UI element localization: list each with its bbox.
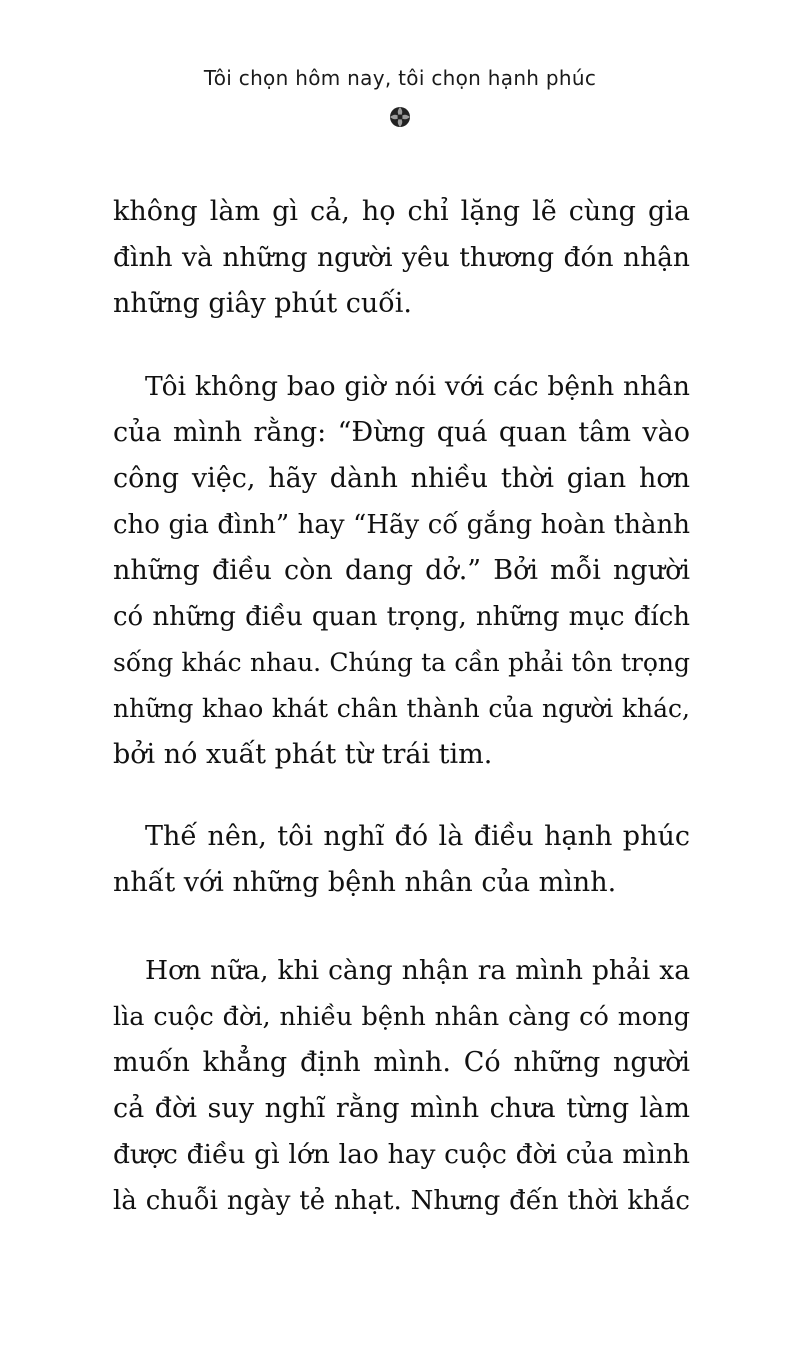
text-line: bởi nó xuất phát từ trái tim. xyxy=(113,739,493,770)
text-line: Tôi không bao giờ nói với các bệnh nhân xyxy=(145,371,690,402)
decorative-flower-icon xyxy=(387,104,413,130)
text-line: những giây phút cuối. xyxy=(113,288,413,319)
text-line: được điều gì lớn lao hay cuộc đời của mình xyxy=(113,1139,690,1170)
paragraph-1 xyxy=(113,189,690,327)
paragraph-2 xyxy=(113,364,690,778)
text-line: muốn khẳng định mình. Có những người xyxy=(113,1047,690,1078)
text-line: có những điều quan trọng, những mục đích xyxy=(113,602,690,632)
text-line: đình và những người yêu thương đón nhận xyxy=(113,242,690,273)
text-line: cả đời suy nghĩ rằng mình chưa từng làm xyxy=(113,1093,690,1124)
text-line: những khao khát chân thành của người khác, xyxy=(113,694,690,723)
text-line: nhất với những bệnh nhân của mình. xyxy=(113,867,617,898)
text-line: những điều còn dang dở.” Bởi mỗi người xyxy=(113,555,690,586)
text-line: là chuỗi ngày tẻ nhạt. Nhưng đến thời khắc xyxy=(113,1186,690,1216)
text-line: cho gia đình” hay “Hãy cố gắng hoàn thành xyxy=(113,510,690,540)
running-header: Tôi chọn hôm nay, tôi chọn hạnh phúc xyxy=(203,66,597,90)
text-line: của mình rằng: “Đừng quá quan tâm vào xyxy=(113,417,690,448)
text-line: sống khác nhau. Chúng ta cần phải tôn trọng xyxy=(113,648,690,677)
text-line: lìa cuộc đời, nhiều bệnh nhân càng có mong xyxy=(113,1002,690,1032)
text-line: Thế nên, tôi nghĩ đó là điều hạnh phúc xyxy=(145,821,690,852)
text-line: không làm gì cả, họ chỉ lặng lẽ cùng gia xyxy=(113,196,690,227)
text-line: công việc, hãy dành nhiều thời gian hơn xyxy=(113,463,690,494)
paragraph-3 xyxy=(113,814,690,906)
paragraph-4 xyxy=(113,948,690,1224)
text-line: Hơn nữa, khi càng nhận ra mình phải xa xyxy=(145,955,690,986)
